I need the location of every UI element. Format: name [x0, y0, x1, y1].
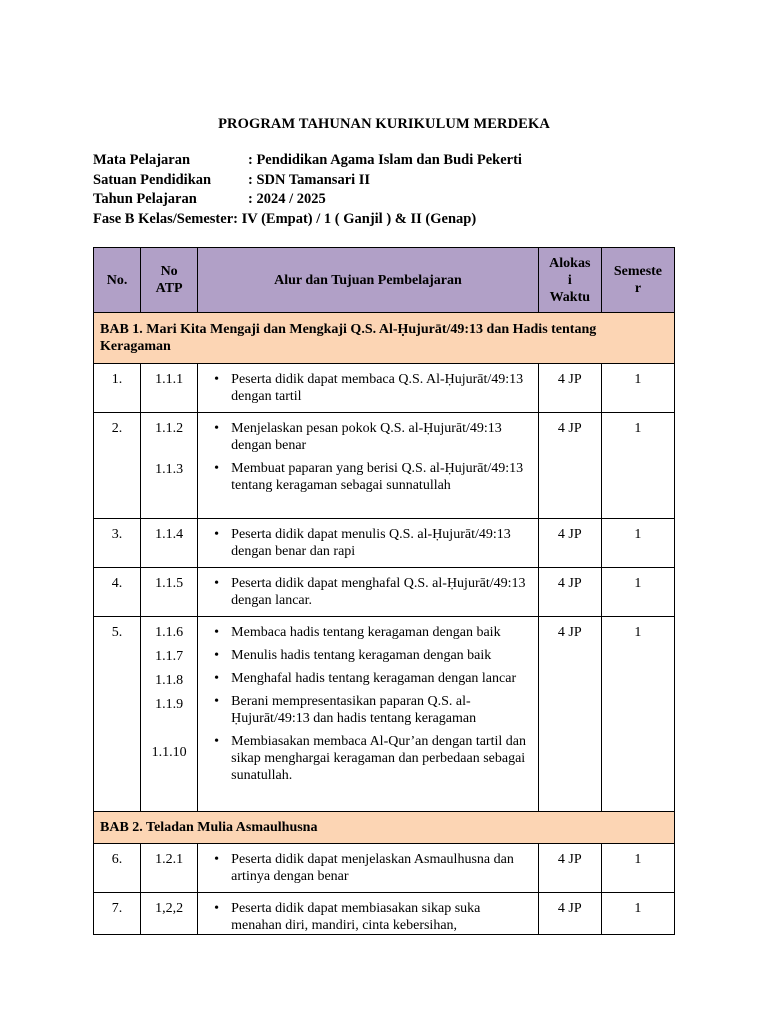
meta-row-year — [93, 190, 522, 210]
cell-alokasi: 4 JP — [538, 519, 601, 568]
objective-text: Menulis hadis tentang keragaman dengan baik — [231, 648, 492, 663]
bullet-icon: • — [214, 648, 220, 663]
cell-semester: 1 — [601, 617, 674, 812]
objective-text: Membuat paparan yang berisi Q.S. al-Ḥujurāt/49:13 tentang keragaman sebagai sunnatullah — [231, 461, 524, 493]
table-row — [94, 617, 675, 812]
objective-item — [202, 670, 532, 687]
cell-objectives — [198, 413, 539, 519]
table-row — [94, 364, 675, 413]
cell-alokasi: 4 JP — [538, 364, 601, 413]
cell-semester: 1 — [601, 413, 674, 519]
cell-alokasi: 4 JP — [538, 413, 601, 519]
cell-semester: 1 — [601, 568, 674, 617]
table-row — [94, 413, 675, 519]
cell-objectives — [198, 568, 539, 617]
cell-no: 5. — [94, 617, 141, 812]
cell-alokasi: 4 JP — [538, 844, 601, 893]
objective-item — [202, 693, 532, 727]
objective-text: Peserta didik dapat menjelaskan Asmaulhusna dan artinya dengan benar — [231, 852, 514, 884]
objective-text: Peserta didik dapat menulis Q.S. al-Ḥujurāt/49:13 dengan benar dan rapi — [231, 527, 511, 559]
objective-item — [202, 900, 532, 934]
meta-key: Mata Pelajaran — [93, 152, 191, 168]
bullet-icon: • — [214, 671, 220, 686]
cell-semester: 1 — [601, 893, 674, 935]
objective-text: Peserta didik dapat membaca Q.S. Al-Ḥujurāt/49:13 dengan tartil — [231, 372, 524, 404]
cell-objectives — [198, 519, 539, 568]
table-row — [94, 568, 675, 617]
header-atp-line2: ATP — [155, 281, 183, 296]
cell-atp — [141, 617, 198, 812]
objective-item — [202, 733, 532, 784]
meta-key: Fase B Kelas/Semester — [93, 210, 234, 227]
section-row — [94, 313, 675, 364]
table-row — [94, 893, 675, 935]
objective-item — [202, 647, 532, 664]
atp-code: 1.1.5 — [155, 576, 184, 591]
atp-code: 1.1.1 — [155, 372, 184, 387]
meta-key: Tahun Pelajaran — [93, 191, 197, 207]
cell-objectives — [198, 364, 539, 413]
objective-text: Membiasakan membaca Al-Qur’an dengan tartil dan sikap menghargai keragaman dan perbedaan sebagai sunatullah. — [231, 734, 526, 783]
header-alokasi-line1: Alokas — [549, 255, 591, 271]
cell-atp — [141, 844, 198, 893]
meta-value: : IV (Empat) / 1 ( Ganjil ) & II (Genap) — [233, 210, 477, 227]
objective-item — [202, 420, 532, 454]
atp-code: 1,2,2 — [155, 901, 184, 916]
cell-atp — [141, 519, 198, 568]
atp-code: 1.1.9 — [155, 697, 184, 712]
objective-item — [202, 624, 532, 641]
cell-objectives — [198, 893, 539, 935]
meta-value: : 2024 / 2025 — [248, 191, 326, 207]
bullet-icon: • — [214, 852, 220, 867]
objective-item — [202, 575, 532, 609]
meta-value: : SDN Tamansari II — [248, 171, 371, 188]
objective-item — [202, 460, 532, 494]
header-semester-line1: Semeste — [613, 264, 663, 279]
header-atp-line1: No — [160, 264, 178, 279]
cell-alokasi: 4 JP — [538, 893, 601, 935]
bullet-icon: • — [214, 461, 220, 476]
table-row — [94, 519, 675, 568]
meta-row-school — [93, 171, 522, 191]
atp-code: 1.2.1 — [155, 852, 184, 867]
cell-alokasi: 4 JP — [538, 617, 601, 812]
atp-code: 1.1.10 — [151, 745, 187, 760]
header-semester-line2: r — [634, 281, 642, 296]
cell-no: 7. — [94, 893, 141, 935]
meta-key: Satuan Pendidikan — [93, 171, 212, 188]
header-tp: Alur dan Tujuan Pembelajaran — [198, 248, 539, 313]
cell-atp — [141, 568, 198, 617]
objective-item — [202, 526, 532, 560]
cell-atp — [141, 413, 198, 519]
header-semester — [601, 248, 674, 313]
objective-text: Menghafal hadis tentang keragaman dengan lancar — [231, 671, 517, 686]
cell-objectives — [198, 844, 539, 893]
objective-text: Peserta didik dapat membiasakan sikap suka menahan diri, mandiri, cinta kebersihan, — [231, 901, 481, 933]
atp-code: 1.1.7 — [155, 649, 184, 664]
document-title: PROGRAM TAHUNAN KURIKULUM MERDEKA — [218, 116, 550, 132]
document-meta — [93, 151, 522, 229]
bullet-icon: • — [214, 421, 220, 436]
cell-atp — [141, 893, 198, 935]
objective-text: Membaca hadis tentang keragaman dengan baik — [231, 625, 501, 640]
cell-no: 3. — [94, 519, 141, 568]
atp-code: 1.1.6 — [155, 625, 184, 640]
cell-no: 4. — [94, 568, 141, 617]
bullet-icon: • — [214, 576, 220, 591]
objective-item — [202, 371, 532, 405]
header-alokasi — [538, 248, 601, 313]
cell-alokasi: 4 JP — [538, 568, 601, 617]
atp-code: 1.1.8 — [155, 673, 184, 688]
atp-code: 1.1.3 — [155, 462, 184, 477]
cell-no: 6. — [94, 844, 141, 893]
cell-objectives — [198, 617, 539, 812]
header-no: No. — [94, 248, 141, 313]
bullet-icon: • — [214, 901, 220, 916]
objective-text: Berani mempresentasikan paparan Q.S. al-Ḥujurāt/49:13 dan hadis tentang keragaman — [231, 694, 477, 726]
section-row — [94, 812, 675, 844]
header-alokasi-line2: i — [567, 272, 572, 288]
header-atp — [141, 248, 198, 313]
cell-no: 2. — [94, 413, 141, 519]
table-row — [94, 844, 675, 893]
table-header-row — [94, 248, 675, 313]
cell-semester: 1 — [601, 844, 674, 893]
bullet-icon: • — [214, 372, 220, 387]
section-title: BAB 2. Teladan Mulia Asmaulhusna — [94, 812, 675, 844]
objective-text: Menjelaskan pesan pokok Q.S. al-Ḥujurāt/49:13 dengan benar — [231, 421, 502, 453]
atp-table — [93, 247, 675, 935]
cell-semester: 1 — [601, 519, 674, 568]
header-alokasi-line3: Waktu — [549, 289, 591, 305]
bullet-icon: • — [214, 734, 220, 749]
atp-code: 1.1.2 — [155, 421, 184, 436]
meta-value: : Pendidikan Agama Islam dan Budi Pekerti — [248, 152, 522, 168]
cell-no: 1. — [94, 364, 141, 413]
objective-text: Peserta didik dapat menghafal Q.S. al-Ḥujurāt/49:13 dengan lancar. — [231, 576, 526, 608]
cell-semester: 1 — [601, 364, 674, 413]
section-title: BAB 1. Mari Kita Mengaji dan Mengkaji Q.S. Al-Ḥujurāt/49:13 dan Hadis tentang Keragaman — [94, 313, 675, 364]
cell-atp — [141, 364, 198, 413]
meta-row-phase — [93, 210, 522, 230]
bullet-icon: • — [214, 625, 220, 640]
objective-item — [202, 851, 532, 885]
atp-code: 1.1.4 — [155, 527, 184, 542]
bullet-icon: • — [214, 694, 220, 709]
meta-row-subject — [93, 151, 522, 171]
bullet-icon: • — [214, 527, 220, 542]
